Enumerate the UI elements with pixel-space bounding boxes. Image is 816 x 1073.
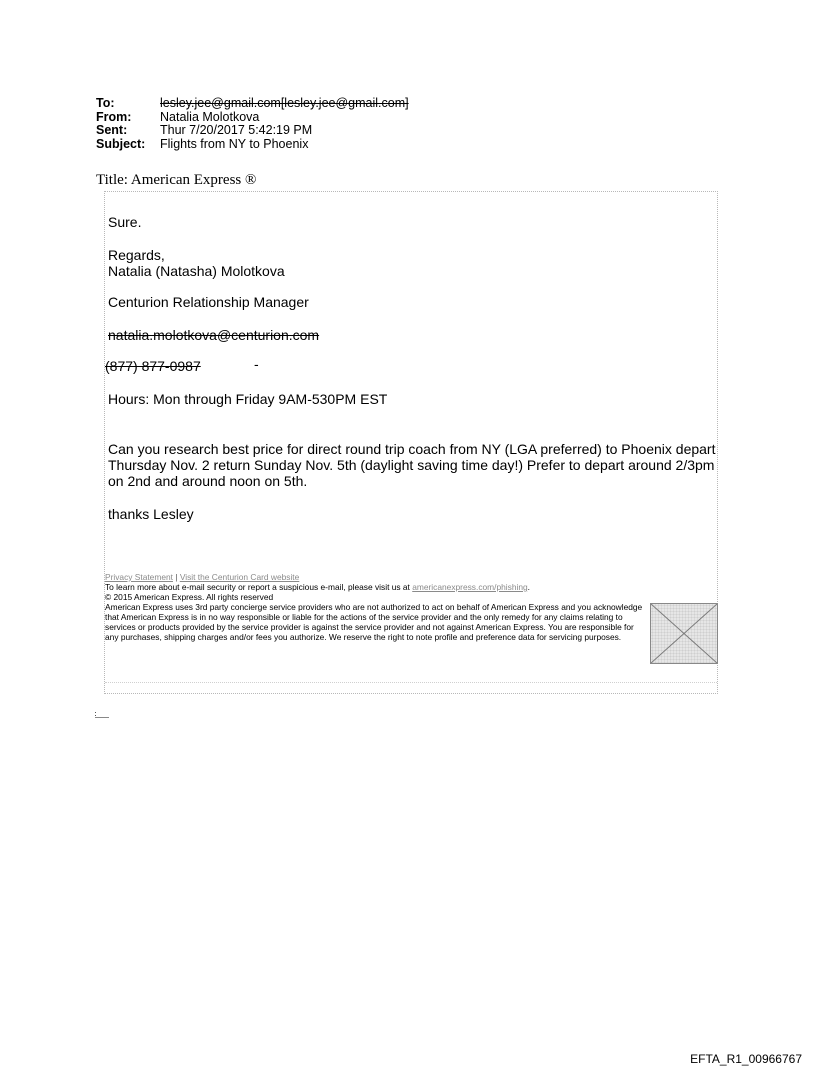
from-row (96, 110, 409, 124)
signer-email: natalia.molotkova@centurion.com (108, 327, 320, 343)
message-box (104, 191, 718, 694)
stray-mark (95, 712, 109, 718)
from-label: From: (96, 109, 132, 124)
request-line-1: Can you research best price for direct round trip coach from NY (LGA preferred) to Phoenix depart (108, 441, 716, 457)
link-separator: | (175, 572, 178, 582)
copyright-text: © 2015 American Express. All rights reserved (105, 592, 274, 602)
to-value: lesley.jee@gmail.com[lesley.jee@gmail.com] (160, 96, 409, 110)
request-line-3: on 2nd and around noon on 5th. (108, 473, 308, 489)
to-row (96, 96, 409, 110)
security-notice (105, 582, 647, 592)
privacy-statement-link[interactable]: Privacy Statement (105, 572, 173, 582)
from-value: Natalia Molotkova (160, 109, 260, 124)
phone-mark: - (254, 356, 259, 372)
broken-image-icon (650, 603, 718, 664)
security-period: . (527, 582, 530, 592)
hours-text: Hours: Mon through Friday 9AM-530PM EST (108, 391, 388, 407)
thanks-text: thanks Lesley (108, 506, 194, 522)
regards-text: Regards, (108, 247, 165, 263)
inner-divider (105, 682, 717, 683)
subject-value: Flights from NY to Phoenix (160, 136, 309, 151)
image-placeholder-cross (651, 604, 717, 663)
subject-row (96, 137, 409, 151)
signer-phone: (877) 877-0987 (105, 358, 201, 374)
sent-row (96, 123, 409, 137)
bates-number: EFTA_R1_00966767 (690, 1052, 802, 1066)
title-line: Title: American Express ® (96, 172, 257, 188)
footer-links-row (105, 572, 647, 582)
phishing-link[interactable]: americanexpress.com/phishing (412, 582, 528, 592)
phone-line (105, 356, 259, 375)
request-line-2: Thursday Nov. 2 return Sunday Nov. 5th (daylight saving time day!) Prefer to depart around 2/3pm (108, 457, 715, 473)
signer-role: Centurion Relationship Manager (108, 294, 309, 310)
reply-text: Sure. (108, 214, 142, 230)
signer-name: Natalia (Natasha) Molotkova (108, 263, 285, 279)
sent-label: Sent: (96, 123, 128, 137)
subject-label: Subject: (96, 136, 146, 151)
to-label: To: (96, 96, 115, 110)
sent-value: Thur 7/20/2017 5:42:19 PM (160, 123, 313, 137)
visit-centurion-link[interactable]: Visit the Centurion Card website (179, 572, 300, 582)
disclaimer-text: American Express uses 3rd party concierge service providers who are not authorized to act on behalf of American Express and you acknowledge that American Express is in no way responsible or liable for the actions of the service provider and the only remedy for any claims relating to services or products provided by the service provider is against the service provider and not against American Express. You are responsible for any purchases, shipping charges and/or fees you authorize. We reserve the right to note profile and preference data for servicing purposes. (105, 602, 643, 642)
email-footer (105, 572, 647, 642)
security-text: To learn more about e-mail security or report a suspicious e-mail, please visit us at (105, 582, 410, 592)
email-header (96, 96, 409, 150)
